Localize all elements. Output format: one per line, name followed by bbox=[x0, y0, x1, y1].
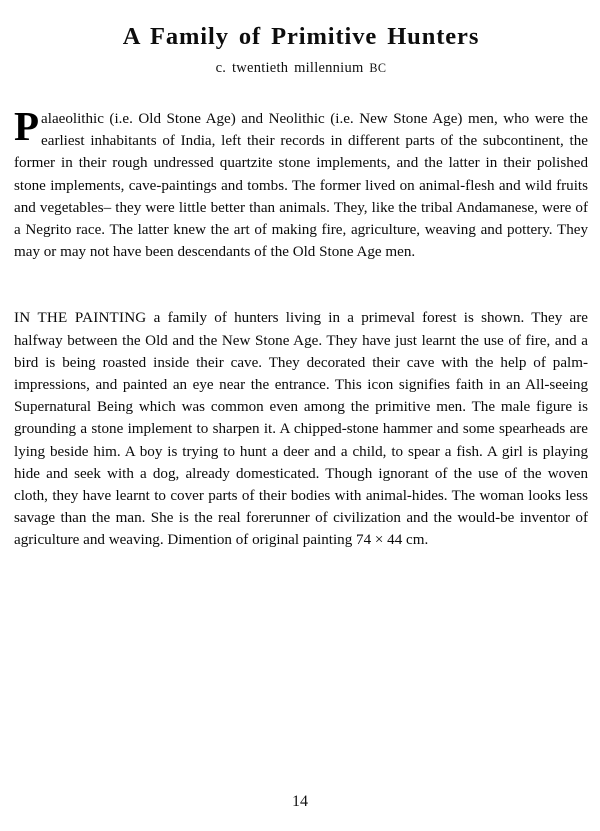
paragraph-lead-in: IN THE PAINTING bbox=[14, 310, 147, 327]
title-block bbox=[14, 0, 588, 77]
paragraph-intro-text: alaeolithic (i.e. Old Stone Age) and Neolithic (i.e. New Stone Age) men, who were the earliest inhabitants of India, left their records in different parts of the subcontinent, the former in their rough undressed quartzite stone implements, and the latter in their polished stone implements, cave-paintings and tombs. The former lived on animal-flesh and wild fruits and vegetables– they were little better than animals. They, like the tribal Andamanese, were of a Negrito race. The latter knew the art of making fire, agriculture, weaving and pottery. They may or may not have been descendants of the Old Stone Age men. bbox=[14, 110, 588, 261]
subtitle-date-prefix: c. twentieth millennium bbox=[215, 59, 370, 76]
page-subtitle bbox=[14, 60, 588, 77]
page-title: A Family of Primitive Hunters bbox=[122, 23, 480, 50]
paragraph-painting-description bbox=[14, 307, 588, 551]
paragraph-intro bbox=[14, 102, 588, 263]
paragraph-painting-text: a family of hunters living in a primeval forest is shown. They are halfway between the Old and the New Stone Age. They have just learnt the use of fire, and a bird is being roasted inside their cave. They decorated their cave with the help of palm-impressions, and painted an eye near the entrance. This icon signifies faith in an All-seeing Supernatural Being which was common even among the primitive men. The male figure is grounding a stone implement to sharpen it. A chipped-stone hammer and some spearheads are lying beside him. A boy is trying to hunt a deer and a child, to spear a fish. A girl is playing hide and seek with a dog, already domesticated. Though ignorant of the use of the woven cloth, they have learnt to cover parts of their bodies with animal-hides. The woman looks less savage than the man. She is the real forerunner of civilization and the would-be inventor of agriculture and weaving. Dimention of original painting 74 × 44 cm. bbox=[14, 310, 588, 549]
page-content bbox=[14, 0, 588, 552]
subtitle-era-label: BC bbox=[369, 60, 387, 75]
drop-cap-letter: P bbox=[14, 102, 40, 149]
page-number: 14 bbox=[292, 793, 308, 810]
